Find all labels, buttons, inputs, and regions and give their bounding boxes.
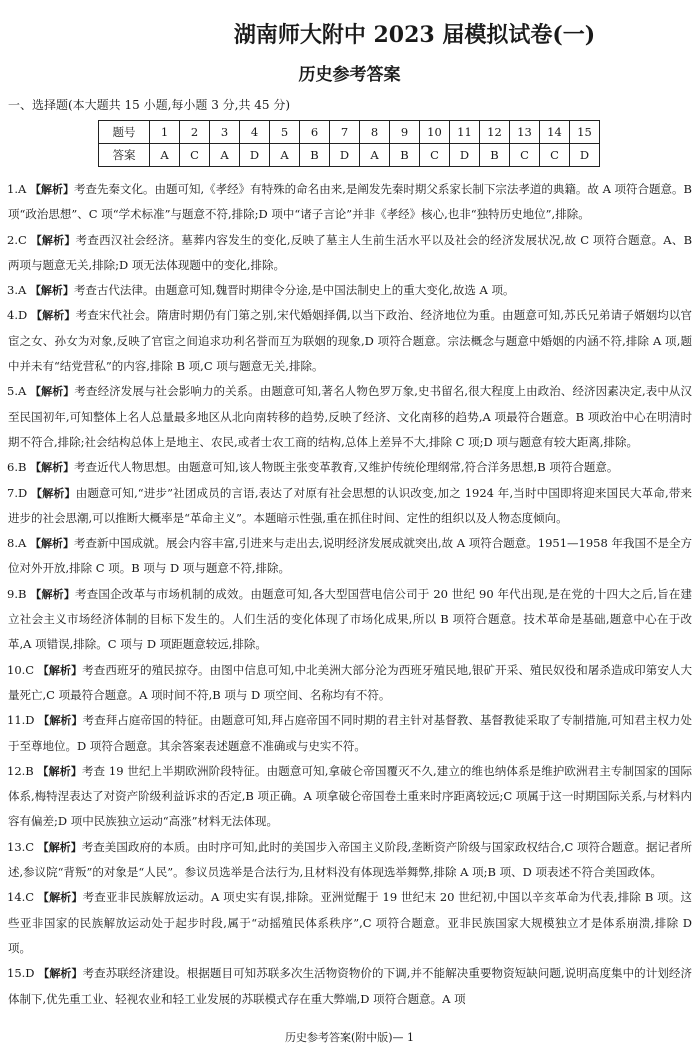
item-number: 3.A <box>7 283 27 298</box>
question-number-cell: 11 <box>450 121 480 144</box>
item-number: 2.C <box>7 232 27 247</box>
answer-cell: B <box>300 144 330 167</box>
question-number-cell: 7 <box>330 121 360 144</box>
item-text: 考查宋代社会。隋唐时期仍有门第之别,宋代婚姻择偶,以当下政治、经济地位为重。由题意可知,苏氏兄弟请子婿姻均以官宦之女、孙女为对象,反映了官宦之间追求功利名誉而互为联姻的现象,D 项符合题意。宗法概念与题意中婚姻的内涵不符,排除 A 项,题中并未有“结党营私”的内容,排除 B 项,C 项与题意无关,排除。 <box>8 308 693 374</box>
item-text: 考查近代人物思想。由题意可知,该人物既主张变革教育,又维护传统伦理纲常,符合洋务思想,B 项符合题意。 <box>74 460 619 475</box>
explanation-item <box>8 582 692 658</box>
question-number-cell: 10 <box>420 121 450 144</box>
section-heading: 一、选择题(本大题共 15 小题,每小题 3 分,共 45 分) <box>8 98 291 112</box>
analysis-tag: 【解析】 <box>31 309 76 323</box>
explanation-item <box>8 303 692 379</box>
answer-cell: B <box>390 144 420 167</box>
question-number-cell: 5 <box>270 121 300 144</box>
item-number: 5.A <box>7 384 27 399</box>
item-text: 考查拜占庭帝国的特征。由题意可知,拜占庭帝国不同时期的君主针对基督教、基督教徒采取了专制措施,可知君主权力处于至尊地位。D 项符合题意。其余答案表述题意不准确或与史实不符。 <box>8 713 692 753</box>
explanation-item <box>8 228 692 279</box>
item-text: 考查先秦文化。由题可知,《孝经》有特殊的命名由来,是阐发先秦时期父系家长制下宗法孝道的典籍。故 A 项符合题意。B 项“政治思想”、C 项“学术标准”与题意不符,排除;D 项中“诸子言论”并非《孝经》核心,也非“独特历史地位”,排除。 <box>8 182 693 222</box>
question-number-cell: 4 <box>240 121 270 144</box>
analysis-tag: 【解析】 <box>29 183 74 196</box>
item-text: 由题意可知,“进步”社团成员的言语,表达了对原有社会思想的认识改变,加之 1924 年,当时中国即将迎来国民大革命,带来进步的社会思潮,可以推断大概率是“革命主义”。本题暗示性强,重在抓住时间、定性的组织以及人物态度倾向。 <box>8 485 693 525</box>
explanation-item <box>8 961 692 1012</box>
item-number: 6.B <box>7 460 27 475</box>
analysis-tag: 【解析】 <box>37 891 83 905</box>
analysis-tag: 【解析】 <box>37 840 82 854</box>
answer-cell: A <box>210 144 240 167</box>
answer-cell: A <box>270 144 300 167</box>
question-number-cell: 9 <box>390 121 420 144</box>
answer-cell: D <box>240 144 270 167</box>
explanation-item <box>8 885 692 961</box>
answer-cell: C <box>540 144 570 167</box>
item-text: 考查新中国成就。展会内容丰富,引进来与走出去,说明经济发展成就突出,故 A 项符合题意。1951—1958 年我国不是全方位对外开放,排除 C 项。B 项与 D 项与题意不符,排除。 <box>8 536 693 576</box>
item-number: 11.D <box>7 713 35 728</box>
page-subtitle: 历史参考答案 <box>298 65 401 85</box>
item-text: 考查西汉社会经济。墓葬内容发生的变化,反映了墓主人生前生活水平以及社会的经济发展状况,故 C 项符合题意。A、B 两项与题意无关,排除;D 项无法体现题中的变化,排除。 <box>8 232 693 272</box>
analysis-tag: 【解析】 <box>29 284 74 298</box>
answer-cell: D <box>330 144 360 167</box>
item-text: 考查西班牙的殖民掠夺。由图中信息可知,中北美洲大部分沦为西班牙殖民地,银矿开采、殖民奴役和屠杀造成印第安人大量死亡,C 项最符合题意。A 项时间不符,B 项与 D 项空间、名称均有不符。 <box>8 662 693 702</box>
analysis-tag: 【解析】 <box>30 587 76 601</box>
explanation-item <box>8 759 692 835</box>
analysis-tag: 【解析】 <box>30 461 75 475</box>
item-number: 15.D <box>7 966 35 981</box>
analysis-tag: 【解析】 <box>38 967 83 981</box>
answer-cell: B <box>480 144 510 167</box>
question-number-cell: 1 <box>150 121 180 144</box>
answer-cell: C <box>510 144 540 167</box>
explanation-item <box>8 278 692 303</box>
item-number: 10.C <box>7 662 35 677</box>
item-text: 考查苏联经济建设。根据题目可知苏联多次生活物资物价的下调,并不能解决重要物资短缺问题,说明高度集中的计划经济体制下,优先重工业、轻视农业和轻工业发展的苏联模式存在重大弊端,D 项符合题意。A 项 <box>8 966 692 1006</box>
question-number-cell: 12 <box>480 121 510 144</box>
answer-cell: D <box>450 144 480 167</box>
analysis-tag: 【解析】 <box>29 537 74 551</box>
item-text: 考查美国政府的本质。由时序可知,此时的美国步入帝国主义阶段,垄断资产阶级与国家政权结合,C 项符合题意。据记者所述,参议院“背叛”的对象是“人民”。参议员选举是合法行为,且材料没有体现选举舞弊,排除 A 项;B 项、D 项表述不符合美国政体。 <box>8 839 693 880</box>
explanation-item <box>8 379 692 455</box>
page-title: 湖南师大附中 2023 届模拟试卷(一) <box>233 22 596 48</box>
question-number-cell: 13 <box>510 121 540 144</box>
answer-cell: A <box>360 144 390 167</box>
answer-cell: C <box>180 144 210 167</box>
question-number-cell: 2 <box>180 121 210 144</box>
analysis-tag: 【解析】 <box>30 385 75 399</box>
item-number: 12.B <box>7 763 34 778</box>
item-text: 考查 19 世纪上半期欧洲阶段特征。由题意可知,拿破仑帝国覆灭不久,建立的维也纳体系是维护欧洲君主专制国家的国际体系,梅特涅表达了对资产阶级利益诉求的否定,B 项正确。A 项拿破仑帝国卷土重来时序距离较远;C 项属于这一时期国际关系,与材料内容有偏差;D 项中民族独立运动“高涨”材料无法体现。 <box>8 763 692 829</box>
question-number-cell: 6 <box>300 121 330 144</box>
item-number: 8.A <box>7 536 27 551</box>
question-number-cell: 15 <box>570 121 600 144</box>
item-text: 考查经济发展与社会影响力的关系。由题意可知,著名人物色罗万象,史书留名,很大程度上由政治、经济因素决定,表中从汉至民国初年,可知整体上名人总量最多地区从北向南转移的趋势,反映了经济、文化南移的趋势,A 项最符合题意。B 项政治中心在明清时期不符合,排除;社会结构总体上是地主、农民,或者士农工商的结构,总体上差异不大,排除 C 项;D 项与题意有较大距离,排除。 <box>8 384 693 449</box>
question-number-cell: 3 <box>210 121 240 144</box>
row-label-answer: 答案 <box>99 144 150 167</box>
explanation-list <box>8 177 692 1012</box>
item-text: 考查古代法律。由题意可知,魏晋时期律令分途,是中国法制史上的重大变化,故选 A 项。 <box>73 283 515 298</box>
question-number-cell: 14 <box>540 121 570 144</box>
item-number: 1.A <box>7 182 27 196</box>
question-number-cell: 8 <box>360 121 390 144</box>
item-number: 7.D <box>7 485 28 500</box>
explanation-item <box>8 177 692 228</box>
item-text: 考查国企改革与市场机制的成效。由题意可知,各大型国营电信公司于 20 世纪 90 年代出现,是在党的十四大之后,旨在建立社会主义市场经济体制的目标下发生的。人们生活的变化体现了市场化成果,所以 B 项符合题意。技术革命是基础,题意中心在于改革,A 项错误,排除。C 项与 D 项距题意较远,排除。 <box>8 586 692 652</box>
item-number: 14.C <box>7 890 35 905</box>
explanation-item <box>8 658 692 709</box>
item-number: 13.C <box>7 839 35 854</box>
answer-cell: C <box>420 144 450 167</box>
page-footer: 历史参考答案(附中版)— 1 <box>284 1031 415 1044</box>
answer-table-answer-row <box>99 144 600 167</box>
answer-cell: D <box>570 144 600 167</box>
analysis-tag: 【解析】 <box>31 486 76 500</box>
row-label-number: 题号 <box>99 121 150 144</box>
answer-table-number-row <box>99 121 600 144</box>
analysis-tag: 【解析】 <box>38 714 83 728</box>
explanation-item <box>8 835 692 886</box>
explanation-item <box>8 455 692 480</box>
item-number: 4.D <box>7 308 28 323</box>
item-number: 9.B <box>7 586 27 601</box>
explanation-item <box>8 481 692 532</box>
analysis-tag: 【解析】 <box>30 233 76 247</box>
explanation-item <box>8 708 692 759</box>
analysis-tag: 【解析】 <box>37 764 82 778</box>
answer-cell: A <box>150 144 180 167</box>
item-text: 考查亚非民族解放运动。A 项史实有误,排除。亚洲觉醒于 19 世纪末 20 世纪初,中国以辛亥革命为代表,排除 B 项。这些亚非国家的民族解放运动处于起步时段,属于“动摇殖民体系秩序”,C 项符合题意。亚非民族国家大规模独立才是体系崩溃,排除 D 项。 <box>8 890 693 955</box>
analysis-tag: 【解析】 <box>37 663 83 677</box>
answer-table <box>98 120 600 167</box>
explanation-item <box>8 531 692 582</box>
